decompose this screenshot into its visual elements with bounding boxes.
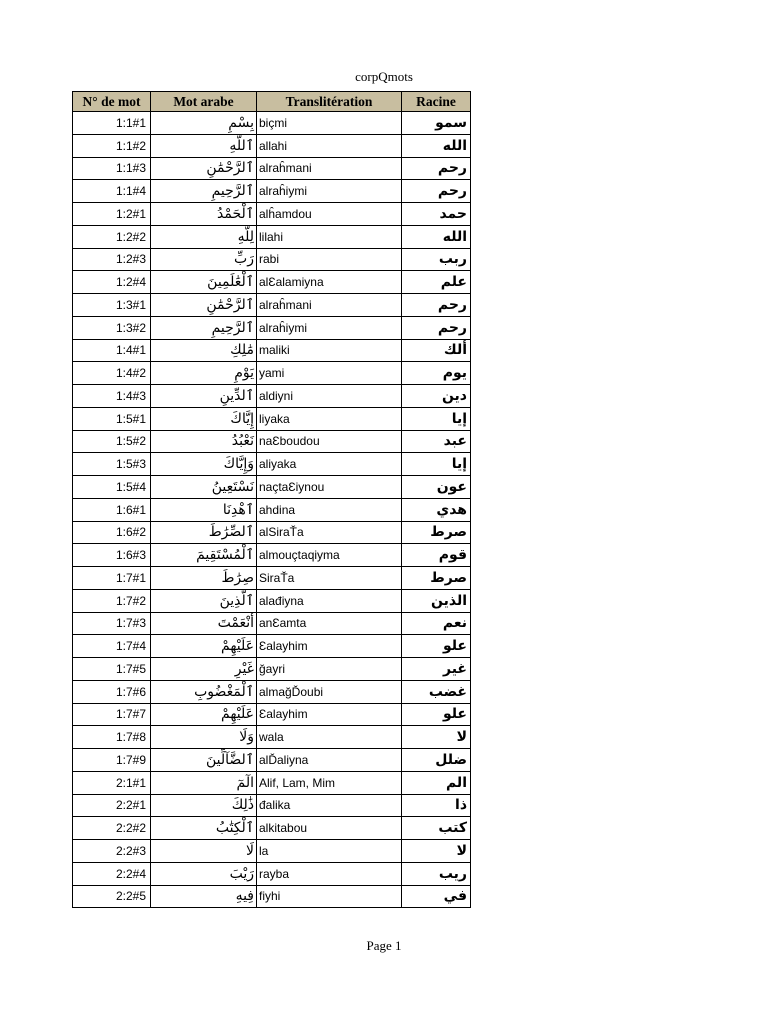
cell-word-number: 1:7#6 — [73, 680, 151, 703]
cell-word-number: 1:6#1 — [73, 498, 151, 521]
cell-word-number: 1:7#1 — [73, 567, 151, 590]
page-header-title: corpQmots — [355, 69, 413, 84]
cell-arabic-word: ٱلرَّحِيمِ — [151, 316, 257, 339]
cell-root: عبد — [402, 430, 471, 453]
cell-word-number: 1:5#3 — [73, 453, 151, 476]
cell-transliteration: almağĎoubi — [257, 680, 402, 703]
cell-root: علو — [402, 635, 471, 658]
cell-word-number: 1:4#3 — [73, 385, 151, 408]
cell-transliteration: naçtaƐiynou — [257, 476, 402, 499]
cell-root: ضلل — [402, 749, 471, 772]
cell-transliteration: almouçtaqiyma — [257, 544, 402, 567]
table-row — [73, 862, 471, 885]
table-row — [73, 248, 471, 271]
cell-arabic-word: ٱلضَّآلِّينَ — [151, 749, 257, 772]
cell-arabic-word: لِلَّهِ — [151, 225, 257, 248]
cell-word-number: 1:5#1 — [73, 407, 151, 430]
cell-root: غير — [402, 658, 471, 681]
cell-root: إيا — [402, 407, 471, 430]
table-row — [73, 658, 471, 681]
cell-word-number: 1:1#2 — [73, 134, 151, 157]
table-row — [73, 885, 471, 908]
cell-root: في — [402, 885, 471, 908]
cell-arabic-word: ٱلرَّحْمَٰنِ — [151, 157, 257, 180]
cell-word-number: 1:7#9 — [73, 749, 151, 772]
cell-word-number: 2:2#3 — [73, 840, 151, 863]
cell-word-number: 1:5#2 — [73, 430, 151, 453]
cell-root: سمو — [402, 112, 471, 135]
cell-word-number: 1:7#3 — [73, 612, 151, 635]
cell-transliteration: naƐboudou — [257, 430, 402, 453]
cell-arabic-word: ٱلَّذِينَ — [151, 589, 257, 612]
cell-arabic-word: ٱهْدِنَا — [151, 498, 257, 521]
cell-root: غضب — [402, 680, 471, 703]
cell-word-number: 1:7#7 — [73, 703, 151, 726]
table-row — [73, 749, 471, 772]
cell-root: الم — [402, 771, 471, 794]
cell-transliteration: alĎaliyna — [257, 749, 402, 772]
cell-transliteration: biçmi — [257, 112, 402, 135]
cell-word-number: 1:3#1 — [73, 294, 151, 317]
cell-word-number: 1:2#4 — [73, 271, 151, 294]
table-row — [73, 407, 471, 430]
cell-arabic-word: لَا — [151, 840, 257, 863]
table-row — [73, 225, 471, 248]
table-row — [73, 294, 471, 317]
cell-transliteration: anƐamta — [257, 612, 402, 635]
cell-transliteration: rabi — [257, 248, 402, 271]
cell-arabic-word: نَعْبُدُ — [151, 430, 257, 453]
cell-root: إيا — [402, 453, 471, 476]
table-row — [73, 430, 471, 453]
header-row — [73, 92, 471, 112]
table-row — [73, 521, 471, 544]
cell-arabic-word: رَبِّ — [151, 248, 257, 271]
cell-transliteration: Ɛalayhim — [257, 635, 402, 658]
cell-transliteration: aliyaka — [257, 453, 402, 476]
cell-word-number: 1:1#3 — [73, 157, 151, 180]
cell-root: رحم — [402, 157, 471, 180]
cell-transliteration: fiyhi — [257, 885, 402, 908]
cell-arabic-word: ٱلْعَٰلَمِينَ — [151, 271, 257, 294]
cell-transliteration: SiraŤa — [257, 567, 402, 590]
header-transliteration: Translitération — [257, 92, 402, 112]
table-row — [73, 498, 471, 521]
cell-root: رحم — [402, 316, 471, 339]
table-row — [73, 316, 471, 339]
cell-word-number: 1:1#1 — [73, 112, 151, 135]
cell-root: هدي — [402, 498, 471, 521]
cell-arabic-word: صِرَٰطَ — [151, 567, 257, 590]
cell-arabic-word: عَلَيْهِمْ — [151, 635, 257, 658]
cell-transliteration: ğayri — [257, 658, 402, 681]
table-row — [73, 589, 471, 612]
cell-word-number: 1:7#2 — [73, 589, 151, 612]
table-row — [73, 112, 471, 135]
cell-transliteration: Alif, Lam, Mim — [257, 771, 402, 794]
cell-transliteration: alraĥmani — [257, 294, 402, 317]
cell-word-number: 2:2#4 — [73, 862, 151, 885]
cell-arabic-word: نَسْتَعِينُ — [151, 476, 257, 499]
cell-root: الله — [402, 225, 471, 248]
cell-transliteration: maliki — [257, 339, 402, 362]
cell-arabic-word: عَلَيْهِمْ — [151, 703, 257, 726]
cell-transliteration: alƐalamiyna — [257, 271, 402, 294]
cell-root: عون — [402, 476, 471, 499]
cell-arabic-word: ٱلْمُسْتَقِيمَ — [151, 544, 257, 567]
table-row — [73, 680, 471, 703]
cell-transliteration: alkitabou — [257, 817, 402, 840]
cell-transliteration: allahi — [257, 134, 402, 157]
table-row — [73, 817, 471, 840]
cell-transliteration: Ɛalayhim — [257, 703, 402, 726]
table-row — [73, 567, 471, 590]
cell-arabic-word: ٱلرَّحِيمِ — [151, 180, 257, 203]
cell-arabic-word: ٱللَّهِ — [151, 134, 257, 157]
cell-arabic-word: وَلَا — [151, 726, 257, 749]
table-row — [73, 271, 471, 294]
cell-word-number: 2:2#1 — [73, 794, 151, 817]
header-word-number: N° de mot — [73, 92, 151, 112]
cell-arabic-word: الٓمٓ — [151, 771, 257, 794]
table-row — [73, 612, 471, 635]
cell-transliteration: alĥamdou — [257, 203, 402, 226]
cell-transliteration: liyaka — [257, 407, 402, 430]
table-row — [73, 180, 471, 203]
cell-arabic-word: ٱلرَّحْمَٰنِ — [151, 294, 257, 317]
table-row — [73, 385, 471, 408]
cell-root: لا — [402, 726, 471, 749]
cell-arabic-word: يَوْمِ — [151, 362, 257, 385]
table-row — [73, 635, 471, 658]
table-row — [73, 771, 471, 794]
cell-arabic-word: ٱلْحَمْدُ — [151, 203, 257, 226]
cell-root: الذين — [402, 589, 471, 612]
table-row — [73, 703, 471, 726]
word-table — [72, 91, 471, 908]
table-row — [73, 544, 471, 567]
cell-word-number: 2:2#5 — [73, 885, 151, 908]
cell-word-number: 1:3#2 — [73, 316, 151, 339]
cell-word-number: 1:6#3 — [73, 544, 151, 567]
cell-arabic-word: وَإِيَّاكَ — [151, 453, 257, 476]
cell-root: رحم — [402, 180, 471, 203]
cell-word-number: 1:2#1 — [73, 203, 151, 226]
table-header — [73, 92, 471, 112]
cell-transliteration: alraĥmani — [257, 157, 402, 180]
cell-transliteration: la — [257, 840, 402, 863]
cell-word-number: 1:2#3 — [73, 248, 151, 271]
table-row — [73, 476, 471, 499]
cell-root: يوم — [402, 362, 471, 385]
cell-word-number: 2:1#1 — [73, 771, 151, 794]
cell-word-number: 2:2#2 — [73, 817, 151, 840]
table-row — [73, 453, 471, 476]
cell-transliteration: đalika — [257, 794, 402, 817]
cell-arabic-word: إِيَّاكَ — [151, 407, 257, 430]
cell-transliteration: alraĥiymi — [257, 180, 402, 203]
cell-transliteration: aldiyni — [257, 385, 402, 408]
cell-root: قوم — [402, 544, 471, 567]
cell-transliteration: yami — [257, 362, 402, 385]
table-row — [73, 134, 471, 157]
page-number: Page 1 — [366, 938, 402, 953]
table-row — [73, 339, 471, 362]
cell-root: رحم — [402, 294, 471, 317]
cell-root: علو — [402, 703, 471, 726]
cell-root: صرط — [402, 521, 471, 544]
table-row — [73, 794, 471, 817]
table-row — [73, 157, 471, 180]
cell-arabic-word: فِيهِ — [151, 885, 257, 908]
cell-root: نعم — [402, 612, 471, 635]
cell-root: لا — [402, 840, 471, 863]
cell-word-number: 1:5#4 — [73, 476, 151, 499]
header-root: Racine — [402, 92, 471, 112]
cell-word-number: 1:1#4 — [73, 180, 151, 203]
header-arabic-word: Mot arabe — [151, 92, 257, 112]
cell-arabic-word: ٱلصِّرَٰطَ — [151, 521, 257, 544]
cell-word-number: 1:7#5 — [73, 658, 151, 681]
cell-arabic-word: ٱلْمَغْضُوبِ — [151, 680, 257, 703]
cell-transliteration: ahdina — [257, 498, 402, 521]
cell-arabic-word: بِسْمِ — [151, 112, 257, 135]
cell-root: علم — [402, 271, 471, 294]
cell-transliteration: lilahi — [257, 225, 402, 248]
cell-arabic-word: مَٰلِكِ — [151, 339, 257, 362]
cell-root: الله — [402, 134, 471, 157]
cell-transliteration: rayba — [257, 862, 402, 885]
table-row — [73, 726, 471, 749]
cell-root: دين — [402, 385, 471, 408]
cell-root: حمد — [402, 203, 471, 226]
cell-root: ذا — [402, 794, 471, 817]
cell-root: ريب — [402, 862, 471, 885]
cell-root: ألك — [402, 339, 471, 362]
cell-word-number: 1:4#2 — [73, 362, 151, 385]
cell-transliteration: alSiraŤa — [257, 521, 402, 544]
cell-arabic-word: ٱلدِّينِ — [151, 385, 257, 408]
cell-arabic-word: ٱلْكِتَٰبُ — [151, 817, 257, 840]
cell-transliteration: alraĥiymi — [257, 316, 402, 339]
table-row — [73, 362, 471, 385]
cell-arabic-word: غَيْرِ — [151, 658, 257, 681]
cell-word-number: 1:7#8 — [73, 726, 151, 749]
cell-word-number: 1:4#1 — [73, 339, 151, 362]
table-body — [73, 112, 471, 908]
cell-arabic-word: ذَٰلِكَ — [151, 794, 257, 817]
cell-root: كتب — [402, 817, 471, 840]
cell-word-number: 1:2#2 — [73, 225, 151, 248]
table-row — [73, 203, 471, 226]
cell-root: صرط — [402, 567, 471, 590]
cell-word-number: 1:7#4 — [73, 635, 151, 658]
cell-arabic-word: رَيْبَ — [151, 862, 257, 885]
cell-transliteration: alađiyna — [257, 589, 402, 612]
cell-transliteration: wala — [257, 726, 402, 749]
cell-arabic-word: أَنْعَمْتَ — [151, 612, 257, 635]
cell-root: ربب — [402, 248, 471, 271]
cell-word-number: 1:6#2 — [73, 521, 151, 544]
table-row — [73, 840, 471, 863]
